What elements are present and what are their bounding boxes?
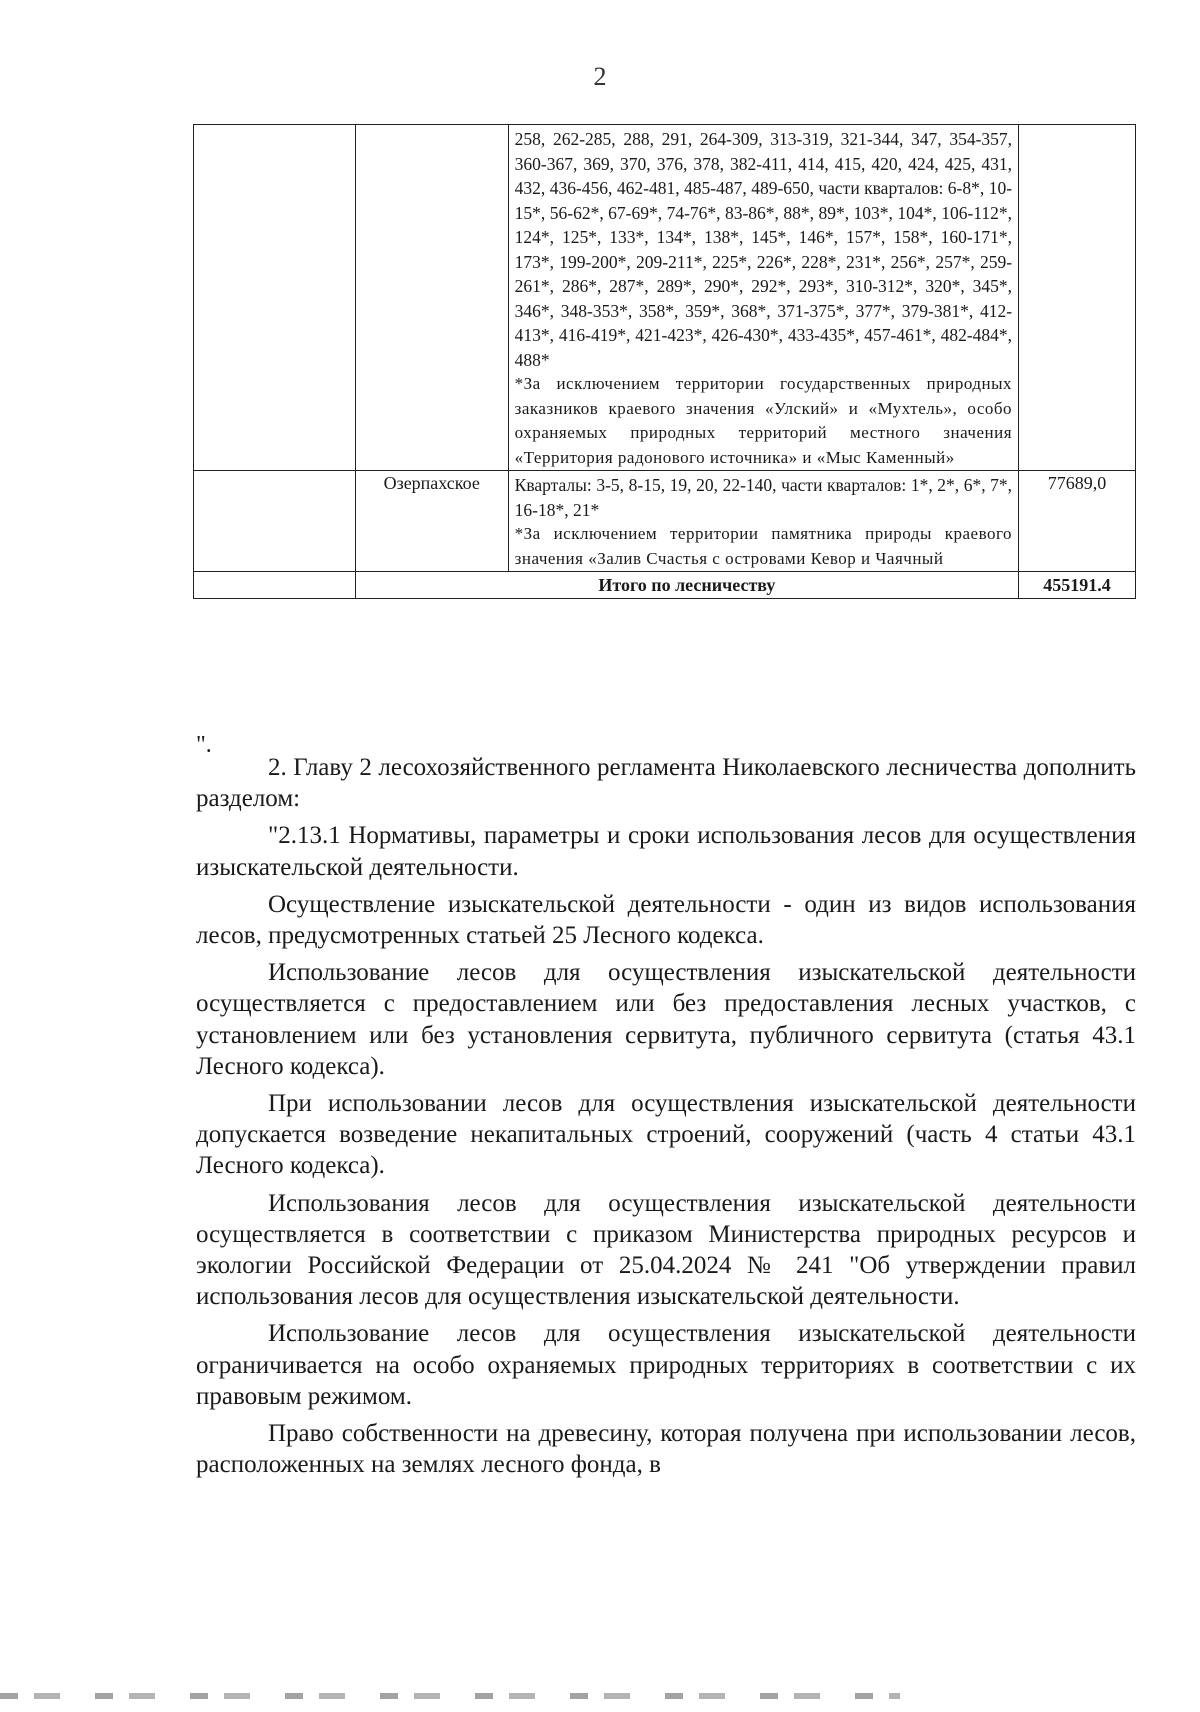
paragraph: Использование лесов для осуществления изыскательской деятельности ограничивается на особо охраняемых природных территориях в соответствии с их правовым режимом. (196, 1320, 1136, 1410)
paragraph: 2. Главу 2 лесохозяйственного регламента Николаевского лесничества дополнить разделом: (196, 754, 1136, 813)
scan-artifact (0, 1693, 900, 1699)
closing-quote: ". (196, 732, 212, 758)
forest-quarters-table (193, 124, 1136, 599)
exclusion-note: *За исключением территории государственных природных заказников краевого значения «Улский» и «Мухтель», особо охраняемых природных территорий местного значения «Территория радонового источника» и «Мыс Каменный» (514, 374, 1013, 467)
quarters-cell (508, 125, 1018, 471)
paragraph: Осуществление изыскательской деятельности - один из видов использования лесов, предусмотренных статьей 25 Лесного кодекса. (196, 890, 1136, 950)
table-cell-empty (194, 125, 356, 471)
paragraph: Использование лесов для осуществления изыскательской деятельности осуществляется с предоставлением или без предоставления лесных участков, с установлением или без установления сервитута, публичного сервитута (статья 43.1 Лесного кодекса). (196, 959, 1136, 1080)
section-heading: "2.13.1 Нормативы, параметры и сроки использования лесов для осуществления изыскательской деятельности. (196, 822, 1136, 881)
table-row (194, 471, 1136, 572)
page-number: 2 (593, 62, 607, 91)
quarters-list: 258, 262-285, 288, 291, 264-309, 313-319, 321-344, 347, 354-357, 360-367, 369, 370, 376, 378, 382-411, 414, 415, 420, 424, 425, 431, 432, 436-456, 462-481, 485-487, 489-650, части кварталов: 6-8*, 10-15*, 56-62*, 67-69*, 74-76*, 83-86*, 88*, 89*, 103*, 104*, 106-112*, 124*, 125*, 133*, 134*, 138*, 145*, 146*, 157*, 158*, 160-171*, 173*, 199-200*, 209-211*, 225*, 226*, 228*, 231*, 256*, 257*, 259-261*, 286*, 287*, 289*, 290*, 292*, 293*, 310-312*, 320*, 345*, 346*, 348-353*, 358*, 359*, 368*, 371-375*, 377*, 379-381*, 412-413*, 416-419*, 421-423*, 426-430*, 433-435*, 457-461*, 482-484*, 488* (514, 129, 1013, 370)
district-name: Озерпахское (355, 471, 508, 572)
document-body (196, 752, 1136, 1486)
table-cell-empty (355, 125, 508, 471)
table-cell-empty (1019, 125, 1136, 471)
quarters-list: Кварталы: 3-5, 8-15, 19, 20, 22-140, части кварталов: 1*, 2*, 6*, 7*, 16-18*, 21* (514, 475, 1013, 520)
area-value: 77689,0 (1019, 471, 1136, 572)
table-cell-empty (194, 471, 356, 572)
paragraph: Использования лесов для осуществления изыскательской деятельности осуществляется в соответствии с приказом Министерства природных ресурсов и экологии Российской Федерации от 25.04.2024 № 241 "Об утверждении правил использования лесов для осуществления изыскательской деятельности. (196, 1189, 1136, 1311)
table-cell-empty (194, 572, 356, 599)
paragraph: При использовании лесов для осуществления изыскательской деятельности допускается возведение некапитальных строений, сооружений (часть 4 статьи 43.1 Лесного кодекса). (196, 1090, 1136, 1180)
total-row (194, 572, 1136, 599)
exclusion-note: *За исключением территории памятника природы краевого значения «Залив Счастья с островами Кевор и Чаячный (514, 524, 1013, 568)
paragraph: Право собственности на древесину, которая получена при использовании лесов, расположенных на землях лесного фонда, в (196, 1420, 1136, 1479)
total-label: Итого по лесничеству (355, 572, 1018, 599)
table-row (194, 125, 1136, 471)
total-value: 455191.4 (1019, 572, 1136, 599)
quarters-cell (508, 471, 1018, 572)
